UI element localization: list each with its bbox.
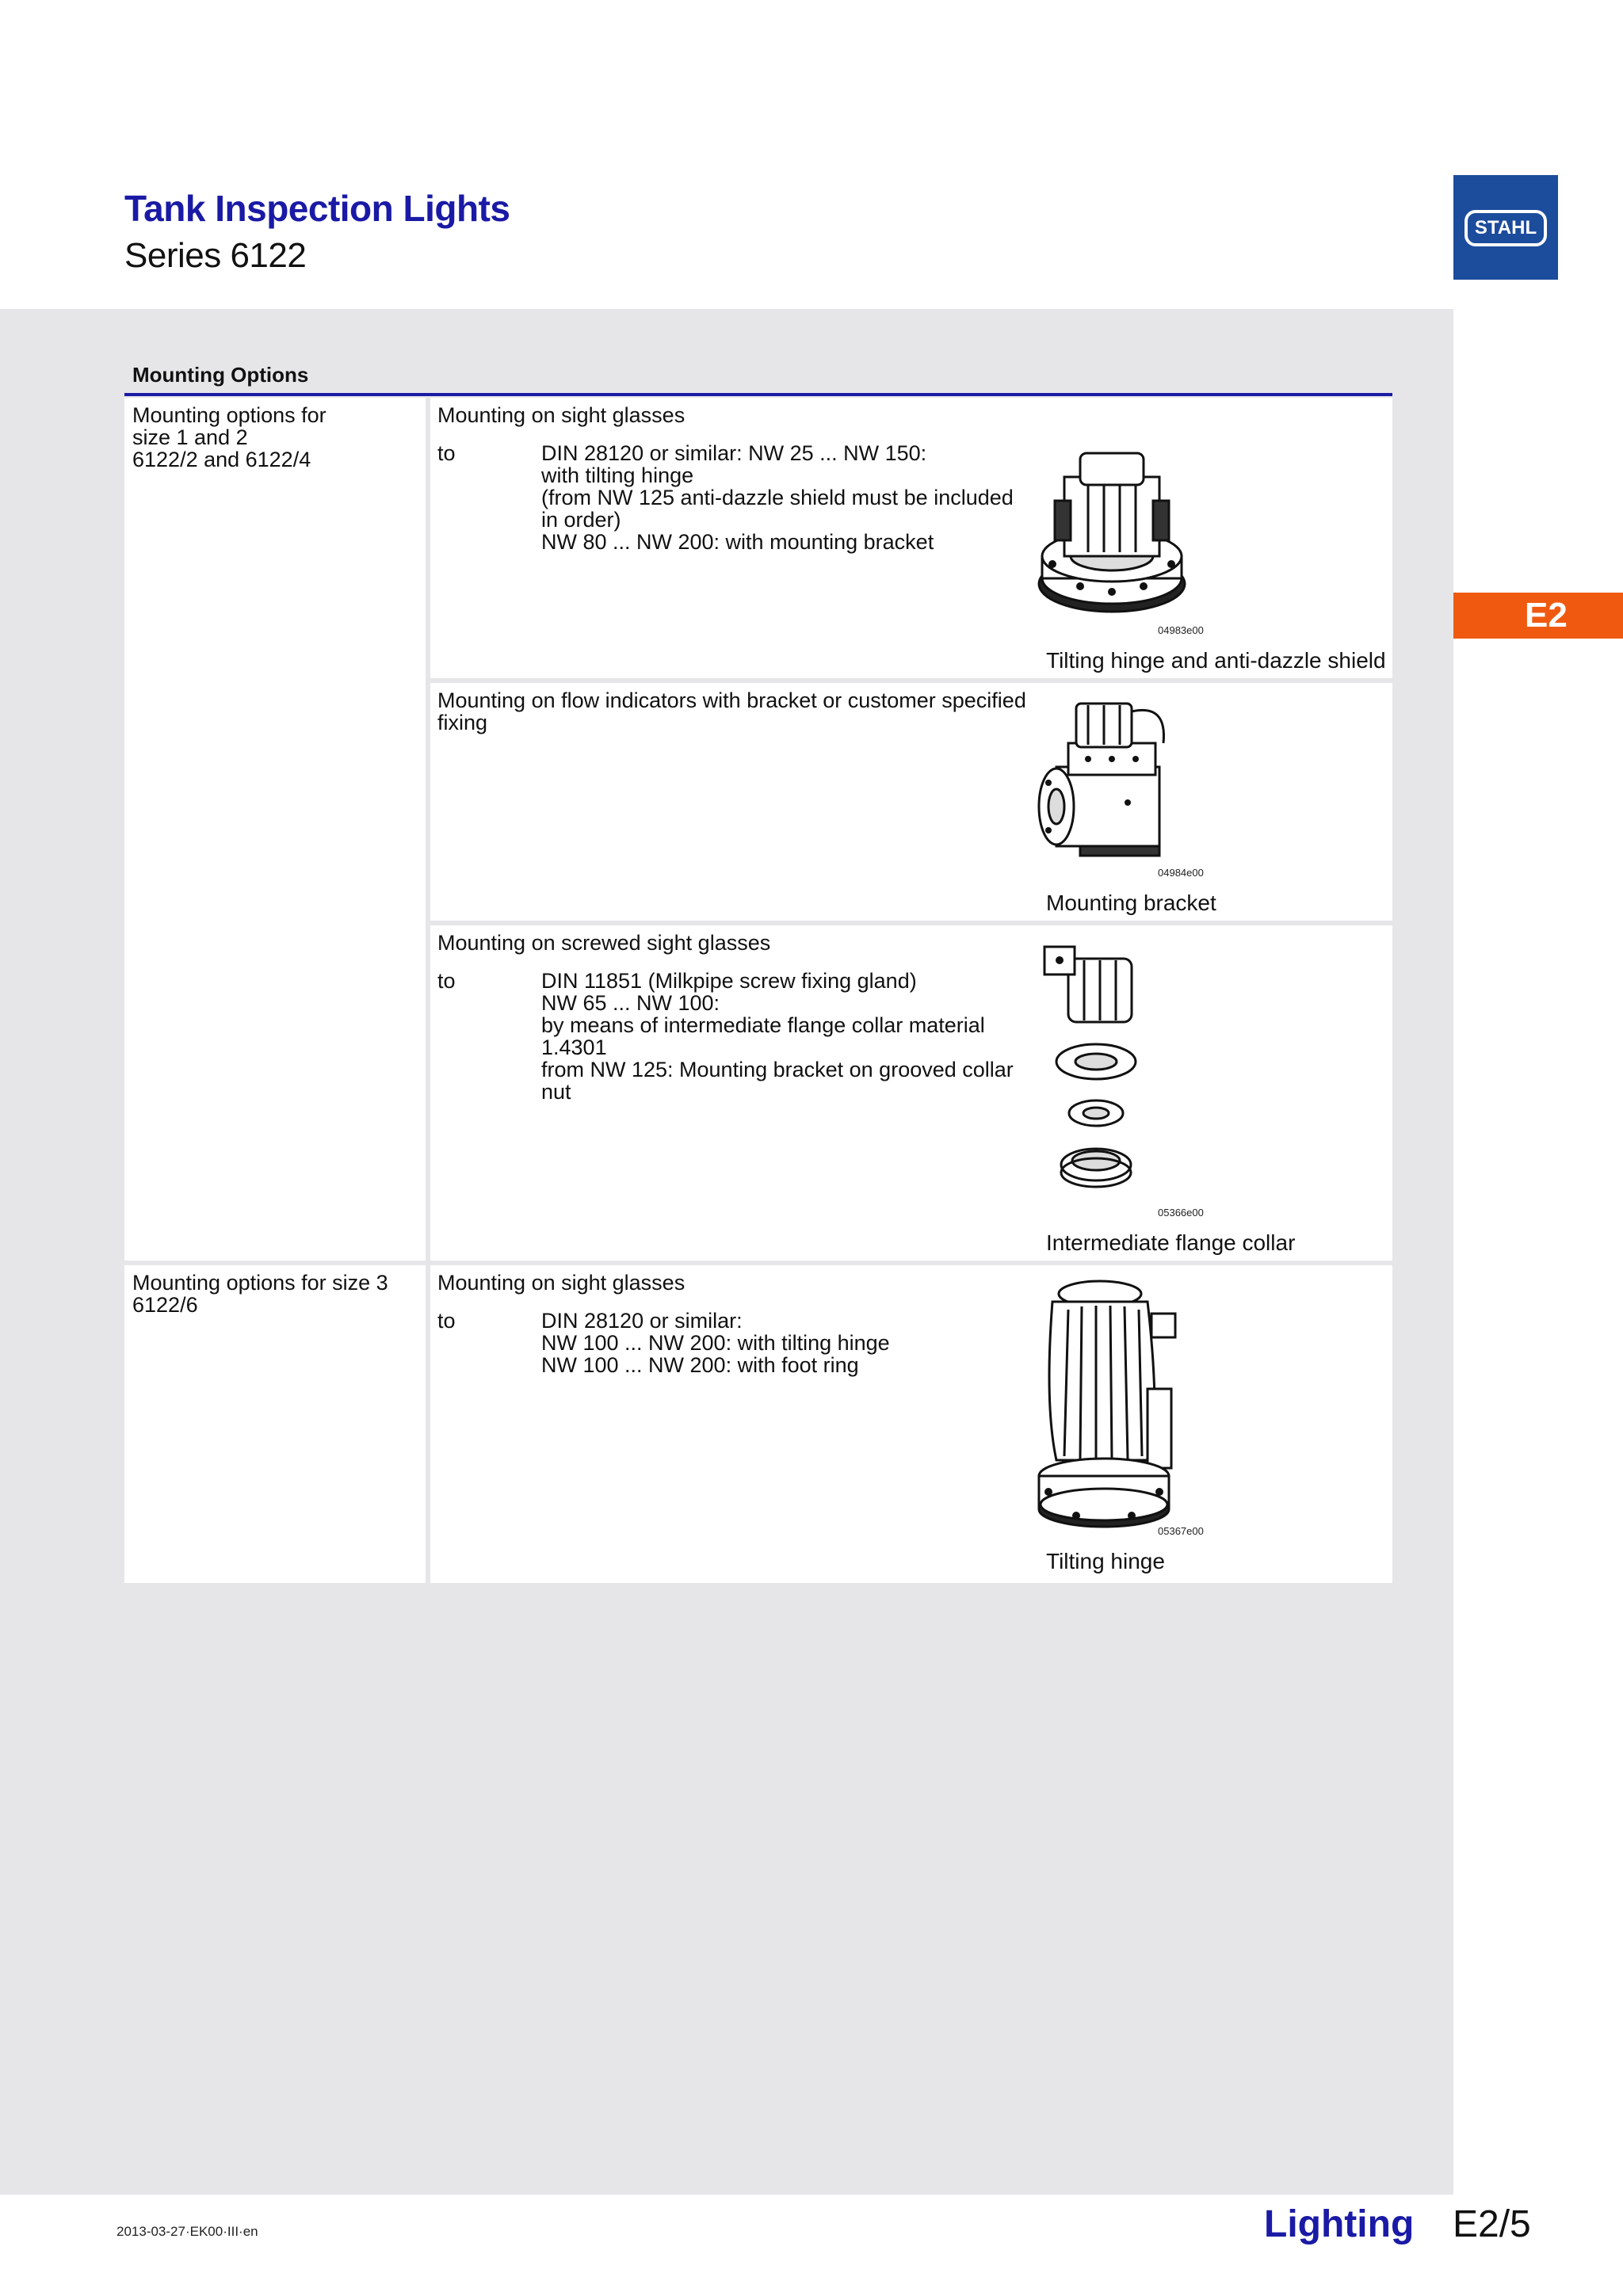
row-label-line: Mounting options for (132, 403, 327, 427)
entry-cell (430, 925, 1392, 1261)
image-code: 05366e00 (1158, 1207, 1204, 1219)
entry-detail-line: (from NW 125 anti-dazzle shield must be included (541, 486, 1014, 509)
row-label-cell (124, 1265, 426, 1583)
page-number: E2/5 (1453, 2203, 1531, 2245)
entry-detail-line: from NW 125: Mounting bracket on grooved collar (541, 1058, 1014, 1081)
entry-heading: Mounting on sight glasses (437, 403, 685, 427)
entry-detail-line: NW 100 ... NW 200: with foot ring (541, 1353, 859, 1377)
image-caption: Mounting bracket (1046, 891, 1216, 915)
entry-prefix: to (437, 1309, 456, 1333)
entry-detail-line: nut (541, 1080, 571, 1104)
image-caption: Tilting hinge (1046, 1549, 1165, 1573)
row-label-line: Mounting options for size 3 (132, 1271, 388, 1295)
entry-prefix: to (437, 969, 456, 993)
footer-section-title: Lighting (1264, 2203, 1415, 2245)
tilting-hinge-light-drawing (1033, 445, 1191, 620)
entry-detail-line: DIN 11851 (Milkpipe screw fixing gland) (541, 969, 917, 993)
entry-cell (430, 1265, 1392, 1583)
entry-cell (430, 398, 1392, 678)
section-divider (124, 393, 1392, 396)
entry-detail-line: NW 80 ... NW 200: with mounting bracket (541, 530, 934, 554)
size3-light-drawing (1033, 1278, 1191, 1531)
section-tab (1453, 593, 1623, 639)
image-code: 05367e00 (1158, 1525, 1204, 1537)
entry-detail-line: DIN 28120 or similar: NW 25 ... NW 150: (541, 441, 927, 465)
page-title: Tank Inspection Lights (124, 188, 510, 229)
section-title: Mounting Options (132, 363, 309, 387)
entry-detail-line: DIN 28120 or similar: (541, 1309, 743, 1333)
image-caption: Intermediate flange collar (1046, 1230, 1296, 1255)
entry-heading: Mounting on flow indicators with bracket or customer specified (437, 688, 1026, 712)
entry-heading: Mounting on sight glasses (437, 1271, 685, 1295)
image-code: 04983e00 (1158, 624, 1204, 636)
entry-heading: fixing (437, 711, 488, 734)
row-label-line: 6122/6 (132, 1293, 198, 1317)
document-code: 2013-03-27·EK00·III·en (116, 2224, 258, 2239)
flange-collar-drawing (1041, 935, 1159, 1204)
stahl-logo (1453, 175, 1558, 280)
entry-heading: Mounting on screwed sight glasses (437, 931, 771, 955)
section-tab-label: E2 (1525, 596, 1568, 635)
logo-text: STAHL (1465, 210, 1547, 246)
page-subtitle: Series 6122 (124, 236, 307, 275)
entry-cell (430, 683, 1392, 921)
row-label-cell (124, 398, 426, 1261)
entry-detail-line: NW 100 ... NW 200: with tilting hinge (541, 1331, 890, 1355)
page-header (0, 0, 1452, 309)
image-code: 04984e00 (1158, 867, 1204, 879)
row-label-line: size 1 and 2 (132, 425, 248, 449)
entry-detail-line: in order) (541, 508, 621, 532)
row-label-line: 6122/2 and 6122/4 (132, 448, 311, 471)
entry-detail-line: by means of intermediate flange collar material (541, 1013, 985, 1037)
entry-detail-line: with tilting hinge (541, 463, 694, 487)
image-caption: Tilting hinge and anti-dazzle shield (1046, 648, 1386, 673)
entry-detail-line: NW 65 ... NW 100: (541, 991, 720, 1015)
mounting-bracket-drawing (1033, 696, 1183, 862)
entry-prefix: to (437, 441, 456, 465)
entry-detail-line: 1.4301 (541, 1035, 607, 1059)
